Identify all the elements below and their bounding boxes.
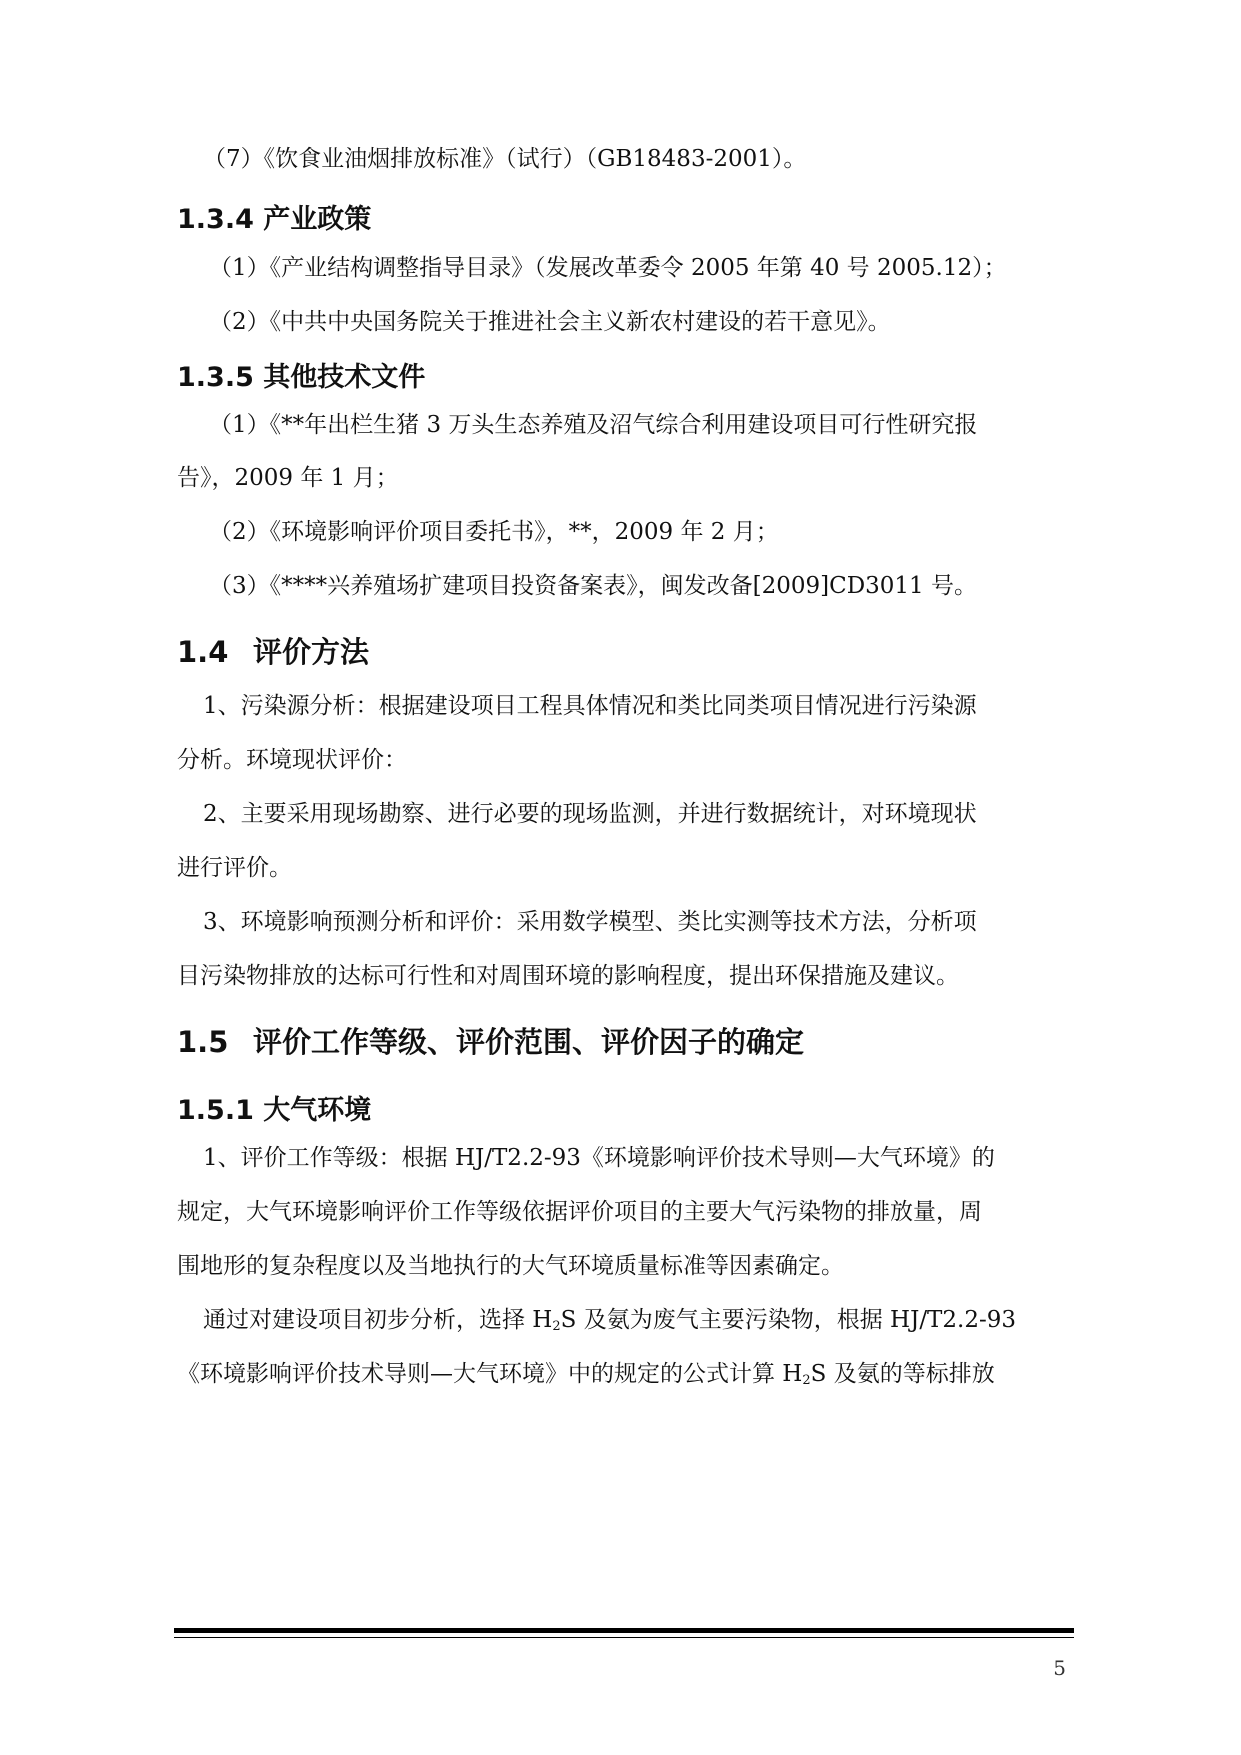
text-segment: 《环境影响评价技术导则—大气环境》中的规定的公式计算 H [177, 1361, 803, 1387]
text-segment: S 及氨的等标排放 [810, 1361, 995, 1387]
subscript: 2 [802, 1373, 811, 1388]
heading-1-4 [177, 630, 369, 671]
page-number: 5 [1053, 1656, 1066, 1680]
subscript: 2 [552, 1319, 561, 1334]
text-line: 3、环境影响预测分析和评价：采用数学模型、类比实测等技术方法，分析项 [203, 909, 977, 935]
heading-1-5 [177, 1020, 804, 1061]
text-line: 分析。环境现状评价： [177, 747, 407, 773]
heading-number: 1.5 [177, 1025, 229, 1059]
text-line: 1、污染源分析：根据建设项目工程具体情况和类比同类项目情况进行污染源 [203, 693, 977, 719]
text-line: （2）《中共中央国务院关于推进社会主义新农村建设的若干意见》。 [209, 309, 891, 335]
heading-text: 评价工作等级、评价范围、评价因子的确定 [253, 1025, 805, 1059]
text-line [177, 1359, 1073, 1396]
text-line: （1）《产业结构调整指导目录》（发展改革委令 2005 年第 40 号 2005.12）； [209, 255, 1007, 281]
text-line: 进行评价。 [177, 855, 292, 881]
heading-text: 评价方法 [253, 635, 370, 669]
text-line: （1）《**年出栏生猪 3 万头生态养殖及沼气综合利用建设项目可行性研究报 [209, 412, 978, 438]
heading-1-3-4: 1.3.4 产业政策 [177, 204, 372, 235]
text-segment: S 及氨为废气主要污染物，根据 HJ/T2.2-93 [560, 1307, 1017, 1333]
text-line: （3）《****兴养殖场扩建项目投资备案表》，闽发改备[2009]CD3011 号。 [209, 573, 977, 599]
heading-number: 1.4 [177, 635, 229, 669]
text-line: 2、主要采用现场勘察、进行必要的现场监测，并进行数据统计，对环境现状 [203, 801, 977, 827]
text-line: 告》，2009 年 1 月； [177, 465, 399, 491]
footer-rule [174, 1628, 1074, 1633]
text-segment: 通过对建设项目初步分析，选择 H [203, 1307, 553, 1333]
text-line: 围地形的复杂程度以及当地执行的大气环境质量标准等因素确定。 [177, 1253, 844, 1279]
text-line: 1、评价工作等级：根据 HJ/T2.2-93《环境影响评价技术导则—大气环境》的 [203, 1145, 995, 1171]
heading-1-3-5: 1.3.5 其他技术文件 [177, 362, 426, 393]
text-line: 规定，大气环境影响评价工作等级依据评价项目的主要大气污染物的排放量，周 [177, 1199, 982, 1225]
text-line: （7）《饮食业油烟排放标准》（试行）（GB18483-2001）。 [203, 146, 807, 172]
footer-rule-thin [174, 1637, 1074, 1638]
text-line [203, 1305, 1075, 1342]
text-line: （2）《环境影响评价项目委托书》，**，2009 年 2 月； [209, 519, 779, 545]
text-line: 目污染物排放的达标可行性和对周围环境的影响程度，提出环保措施及建议。 [177, 963, 959, 989]
heading-1-5-1: 1.5.1 大气环境 [177, 1095, 372, 1126]
